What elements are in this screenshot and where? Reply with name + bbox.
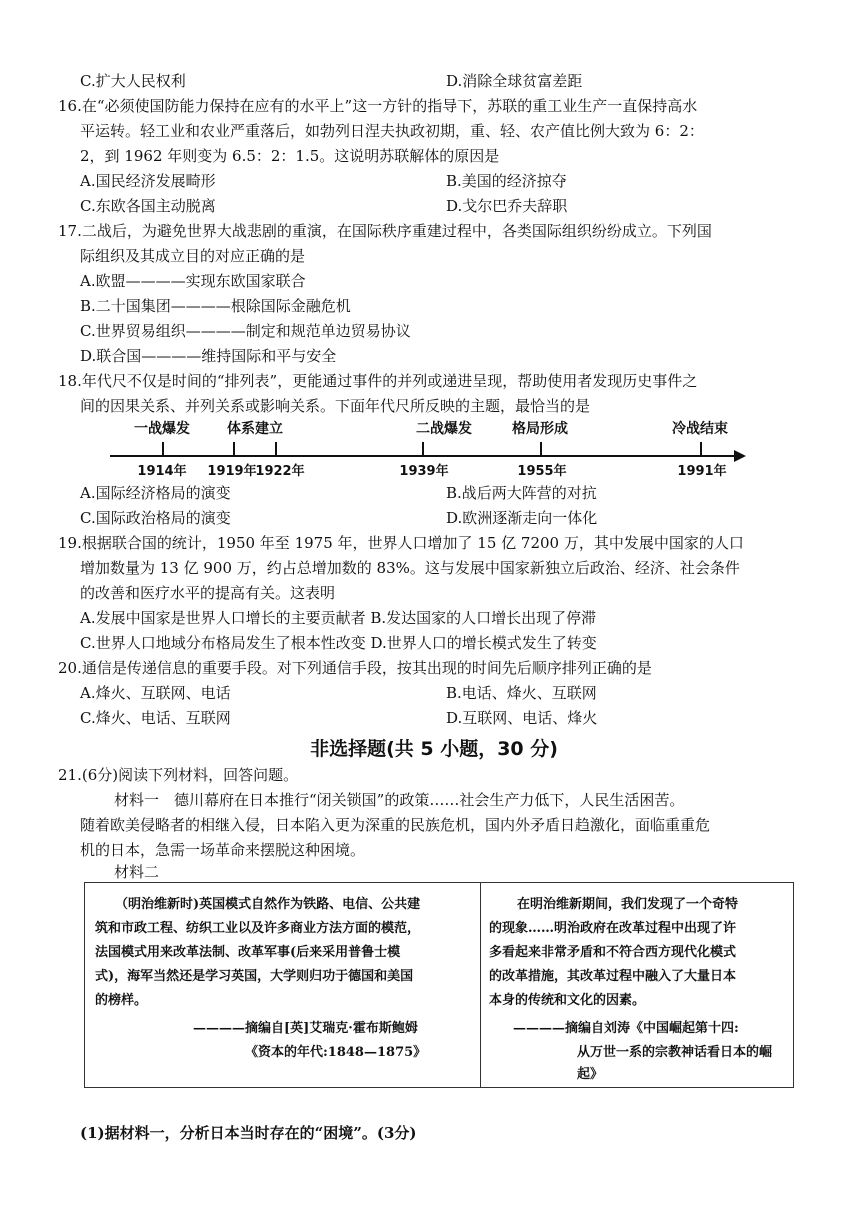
timeline-tick (422, 442, 424, 456)
q15-option-c: C.扩大人民权利 (80, 72, 186, 90)
q19-stem-line: 的改善和医疗水平的提高有关。这表明 (80, 584, 336, 602)
material2-left-text: 式)，海军当然还是学习英国，大学则归功于德国和美国 (95, 969, 414, 984)
q20-option-d: D.互联网、电话、烽火 (446, 709, 598, 727)
material2-left-source: 《资本的年代:1848—1875》 (245, 1045, 427, 1060)
q17-option-d: D.联合国————维持国际和平与安全 (80, 347, 337, 365)
q18-option-d: D.欧洲逐渐走向一体化 (446, 509, 598, 527)
q17-option-b: B.二十国集团————根除国际金融危机 (80, 297, 351, 315)
q17-stem-line: 际组织及其成立目的对应正确的是 (80, 247, 306, 265)
timeline-tick (162, 442, 164, 456)
q17-stem-line: 17.二战后，为避免世界大战悲剧的重演，在国际秩序重建过程中，各类国际组织纷纷成立。下列国 (58, 222, 712, 240)
q19-options-cd: C.世界人口地域分布格局发生了根本性改变 D.世界人口的增长模式发生了转变 (80, 634, 597, 652)
timeline-ruler (110, 418, 750, 478)
q18-option-c: C.国际政治格局的演变 (80, 509, 231, 527)
material2-right-source: ————摘编自刘涛《中国崛起第十四: (513, 1021, 739, 1036)
timeline-axis (110, 455, 738, 457)
q18-option-b: B.战后两大阵营的对抗 (446, 484, 597, 502)
material2-left-text: （明治维新时)英国模式自然作为铁路、电信、公共建 (115, 897, 421, 912)
q19-stem-line: 增加数量为 13 亿 900 万，约占总增加数的 83%。这与发展中国家新独立后政治、经济、社会条件 (80, 559, 740, 577)
q21-stem-line: 21.(6分)阅读下列材料，回答问题。 (58, 766, 299, 784)
timeline-year-label: 1914年 (137, 464, 187, 479)
material2-right-text: 在明治维新期间，我们发现了一个奇特 (517, 897, 739, 912)
timeline-tick (540, 442, 542, 456)
material2-right-text: 的现象……明治政府在改革过程中出现了许 (489, 921, 737, 936)
q19-stem-line: 19.根据联合国的统计，1950 年至 1975 年，世界人口增加了 15 亿 7200 万，其中发展中国家的人口 (58, 534, 744, 552)
timeline-year-label: 1939年 (399, 464, 449, 479)
q17-option-a: A.欧盟————实现东欧国家联合 (80, 272, 306, 290)
material2-left-text: 法国模式用来改革法制、改革军事(后来采用普鲁士模 (95, 945, 401, 960)
q21-material1-line: 机的日本，急需一场革命来摆脱这种困境。 (80, 841, 366, 859)
timeline-tick (275, 442, 277, 456)
q16-stem-line: 平运转。轻工业和农业严重落后，如勃列日涅夫执政初期，重、轻、农产值比例大致为 6：2： (80, 122, 704, 140)
q16-option-d: D.戈尔巴乔夫辞职 (446, 197, 568, 215)
q16-stem-line: 2，到 1962 年则变为 6.5：2：1.5。这说明苏联解体的原因是 (80, 147, 500, 165)
material2-right-text: 本身的传统和文化的因素。 (489, 993, 646, 1008)
material2-right-source: 从万世一系的宗教神话看日本的崛 (577, 1045, 773, 1060)
q20-option-b: B.电话、烽火、互联网 (446, 684, 597, 702)
material2-right-text: 的改革措施，其改革过程中融入了大量日本 (489, 969, 737, 984)
timeline-year-label: 1955年 (517, 464, 567, 479)
material2-right-cell (481, 883, 793, 1087)
q21-subquestion-1: (1)据材料一，分析日本当时存在的“困境”。(3分) (80, 1124, 417, 1142)
q16-option-a: A.国民经济发展畸形 (80, 172, 216, 190)
q18-stem-line: 18.年代尺不仅是时间的“排列表”，更能通过事件的并列或递进呈现，帮助使用者发现历史事件之 (58, 372, 698, 390)
material2-left-text: 的榜样。 (95, 993, 148, 1008)
q16-option-b: B.美国的经济掠夺 (446, 172, 567, 190)
timeline-event-label: 格局形成 (512, 421, 568, 437)
timeline-tick (700, 442, 702, 456)
q20-option-a: A.烽火、互联网、电话 (80, 684, 231, 702)
timeline-arrow-icon (734, 450, 746, 462)
timeline-year-label: 1919年 (207, 464, 257, 479)
q20-option-c: C.烽火、电话、互联网 (80, 709, 231, 727)
q21-material1-line: 材料一 德川幕府在日本推行“闭关锁国”的政策……社会生产力低下，人民生活困苦。 (114, 791, 685, 809)
material2-left-cell (85, 883, 481, 1087)
material2-left-text: 筑和市政工程、纺织工业以及许多商业方法方面的模范， (95, 921, 421, 936)
q18-stem-line: 间的因果关系、并列关系或影响关系。下面年代尺所反映的主题，最恰当的是 (80, 397, 591, 415)
timeline-tick (233, 442, 235, 456)
timeline-year-label: 1922年 (255, 464, 305, 479)
timeline-event-label: 冷战结束 (672, 421, 728, 437)
timeline-event-label: 体系建立 (227, 421, 283, 437)
q16-stem-line: 16.在“必须使国防能力保持在应有的水平上”这一方针的指导下，苏联的重工业生产一直保持高水 (58, 97, 698, 115)
material2-right-text: 多看起来非常矛盾和不符合西方现代化模式 (489, 945, 737, 960)
timeline-event-label: 二战爆发 (416, 421, 472, 437)
material2-table (84, 882, 794, 1088)
q21-material2-label: 材料二 (114, 863, 160, 881)
q19-options-ab: A.发展中国家是世界人口增长的主要贡献者 B.发达国家的人口增长出现了停滞 (80, 609, 597, 627)
q21-material1-line: 随着欧美侵略者的相继入侵，日本陷入更为深重的民族危机，国内外矛盾日趋激化，面临重重危 (80, 816, 711, 834)
timeline-event-label: 一战爆发 (134, 421, 190, 437)
q17-option-c: C.世界贸易组织————制定和规范单边贸易协议 (80, 322, 411, 340)
section-title: 非选择题(共 5 小题，30 分) (310, 738, 558, 760)
q15-option-d: D.消除全球贫富差距 (446, 72, 583, 90)
q16-option-c: C.东欧各国主动脱离 (80, 197, 216, 215)
material2-left-source: ————摘编自[英]艾瑞克·霍布斯鲍姆 (193, 1021, 418, 1036)
timeline-year-label: 1991年 (677, 464, 727, 479)
material2-right-source: 起》 (577, 1067, 604, 1082)
q18-option-a: A.国际经济格局的演变 (80, 484, 231, 502)
q20-stem-line: 20.通信是传递信息的重要手段。对下列通信手段，按其出现的时间先后顺序排列正确的是 (58, 659, 652, 677)
